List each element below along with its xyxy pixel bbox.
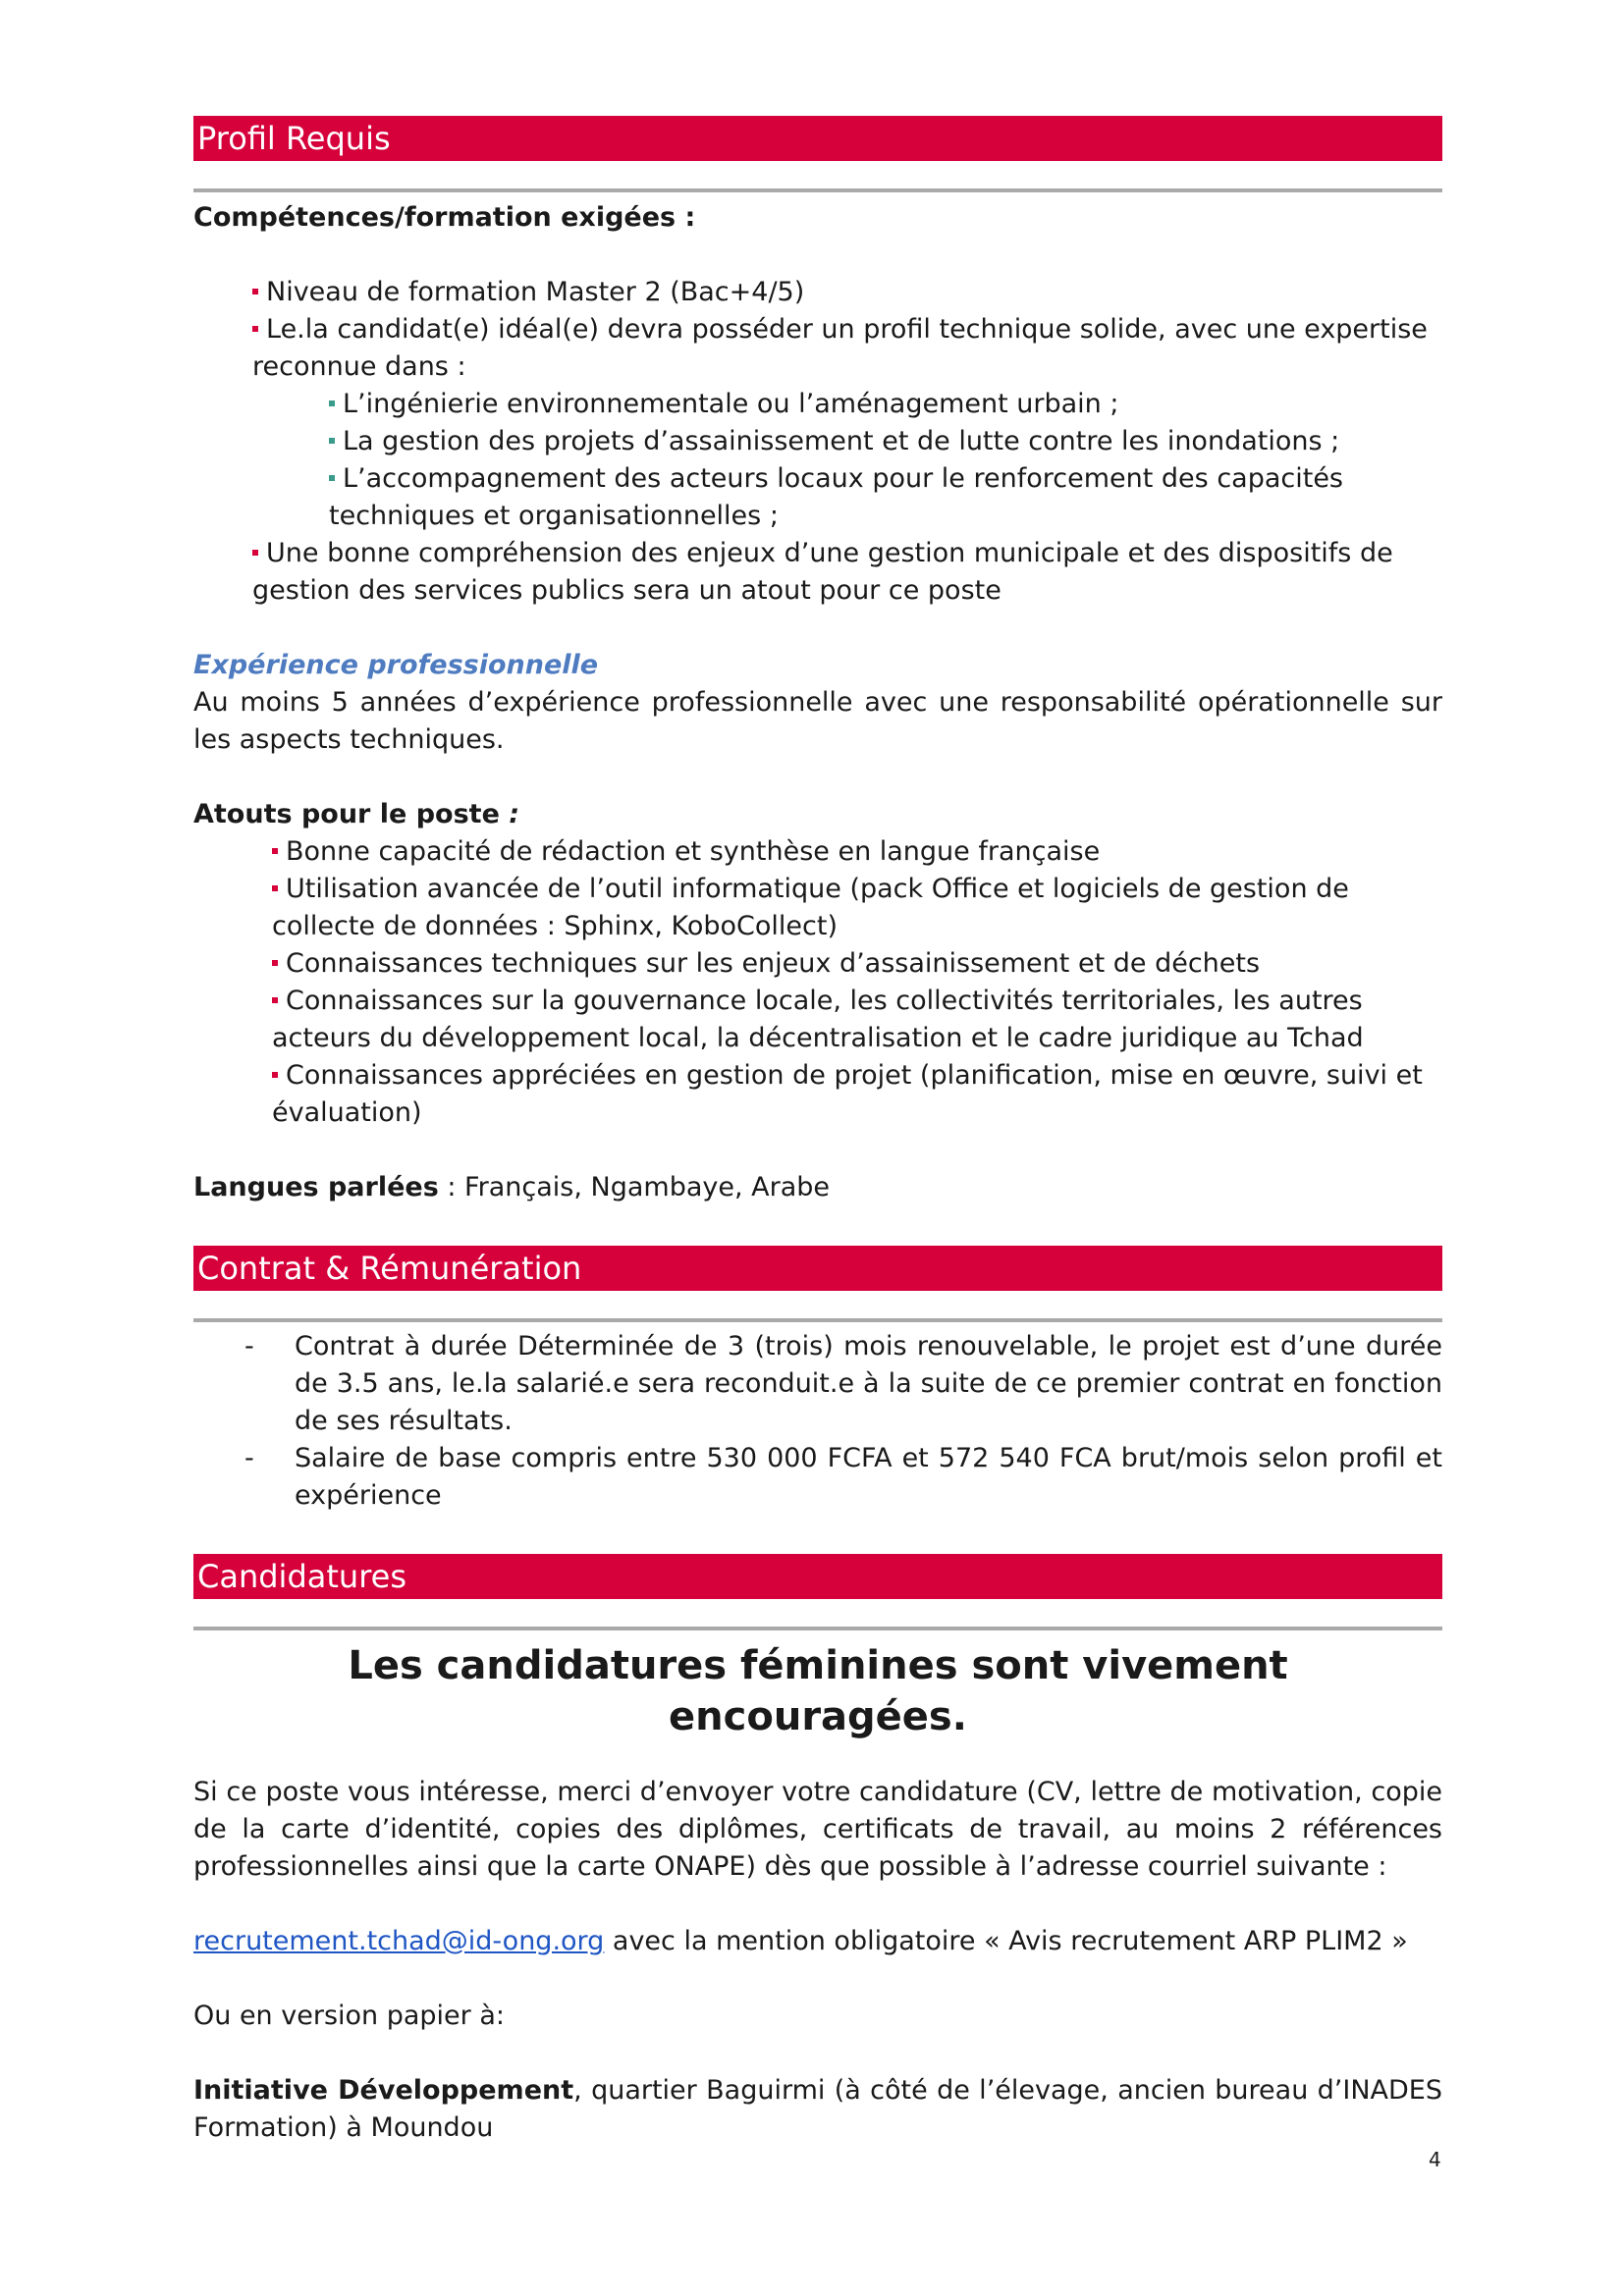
list-item [252, 311, 1442, 386]
list-item [193, 1328, 1442, 1440]
bullet-icon [272, 885, 278, 891]
contrat-list [193, 1328, 1442, 1515]
address-text: , quartier Baguirmi (à côté de l’élevage, ancien bureau d’INADES Formation) à Moundou [193, 2075, 1443, 2143]
list-item-text: Le.la candidat(e) idéal(e) devra posséder un profil technique solide, avec une expertise reconnue dans : [252, 314, 1428, 382]
list-item [272, 871, 1442, 945]
list-item-text: L’accompagnement des acteurs locaux pour le renforcement des capacités techniques et organisationnelles ; [329, 463, 1343, 531]
list-item-text: Une bonne compréhension des enjeux d’une gestion municipale et des dispositifs de gestion des services publics sera un atout pour ce poste [252, 538, 1393, 606]
atouts-list [272, 833, 1442, 1132]
langues-label: Langues parlées [193, 1172, 439, 1202]
email-link[interactable]: recrutement.tchad@id-ong.org [193, 1926, 605, 1956]
experience-heading: Expérience professionnelle [193, 650, 599, 680]
bullet-icon [252, 326, 258, 332]
email-line [193, 1923, 1442, 1960]
list-item-text: Niveau de formation Master 2 (Bac+4/5) [266, 277, 805, 307]
atouts-heading-colon: : [499, 799, 520, 829]
list-item [329, 460, 1442, 535]
list-item-text: Salaire de base compris entre 530 000 FCFA et 572 540 FCA brut/mois selon profil et expérience [295, 1443, 1442, 1511]
list-item-text: L’ingénierie environnementale ou l’aménagement urbain ; [343, 389, 1119, 419]
list-item-text: Connaissances sur la gouvernance locale, les collectivités territoriales, les autres acteurs du développement local, la décentralisation et le cadre juridique au Tchad [272, 986, 1364, 1053]
langues-line [193, 1169, 1442, 1206]
competences-list-continued [252, 535, 1442, 610]
address-paragraph [193, 2072, 1442, 2147]
list-item-text: Connaissances techniques sur les enjeux d’assainissement et de déchets [286, 948, 1261, 979]
page-content [193, 116, 1442, 2147]
list-item [252, 274, 1442, 311]
org-name: Initiative Développement [193, 2075, 574, 2106]
section-header-contrat: Contrat & Rémunération [193, 1246, 1442, 1291]
list-item-text: Utilisation avancée de l’outil informatique (pack Office et logiciels de gestion de collecte de données : Sphinx, KoboCollect) [272, 874, 1349, 941]
list-item [272, 983, 1442, 1057]
competences-heading: Compétences/formation exigées : [193, 202, 696, 233]
list-item [272, 833, 1442, 871]
bullet-icon [252, 289, 258, 294]
langues-value: : Français, Ngambaye, Arabe [438, 1172, 830, 1202]
bullet-icon [272, 1072, 278, 1078]
atouts-heading-text: Atouts pour le poste [193, 799, 500, 829]
bullet-icon [272, 960, 278, 966]
section-rule [193, 188, 1442, 192]
list-item-text: Contrat à durée Déterminée de 3 (trois) mois renouvelable, le projet est d’une durée de 3.5 ans, le.la salarié.e sera reconduit.e à la suite de ce premier contrat en fonction de ses résultats. [295, 1331, 1442, 1436]
bullet-icon [272, 997, 278, 1003]
list-item [272, 945, 1442, 983]
list-item [329, 423, 1442, 460]
experience-text: Au moins 5 années d’expérience professionnelle avec une responsabilité opérationnelle sur les aspects techniques. [193, 687, 1442, 755]
dash-bullet: - [244, 1443, 254, 1473]
section-header-candidatures: Candidatures [193, 1554, 1442, 1599]
bullet-icon [329, 475, 335, 481]
list-item-text: Connaissances appréciées en gestion de projet (planification, mise en œuvre, suivi et évaluation) [272, 1060, 1423, 1128]
atouts-heading [193, 796, 1442, 833]
list-item-text: Bonne capacité de rédaction et synthèse en langue française [286, 836, 1101, 867]
list-item [329, 386, 1442, 423]
bullet-icon [252, 550, 258, 556]
section-rule [193, 1318, 1442, 1322]
email-mention: avec la mention obligatoire « Avis recrutement ARP PLIM2 » [604, 1926, 1408, 1956]
bullet-icon [329, 400, 335, 406]
expertise-sublist [329, 386, 1442, 535]
bullet-icon [329, 438, 335, 444]
competences-list [252, 274, 1442, 386]
candidatures-title: Les candidatures féminines sont vivement encouragées. [348, 1643, 1288, 1739]
list-item [272, 1057, 1442, 1132]
section-header-profil: Profil Requis [193, 116, 1442, 161]
list-item [193, 1440, 1442, 1515]
bullet-icon [272, 848, 278, 854]
dash-bullet: - [244, 1331, 254, 1362]
section-rule [193, 1627, 1442, 1630]
page-number: 4 [1429, 2148, 1441, 2171]
list-item [252, 535, 1442, 610]
candidatures-intro: Si ce poste vous intéresse, merci d’envoyer votre candidature (CV, lettre de motivation, copie de la carte d’identité, copies des diplômes, certificats de travail, au moins 2 références professionnelles ainsi que la carte ONAPE) dès que possible à l’adresse courriel suivante : [193, 1777, 1442, 1882]
list-item-text: La gestion des projets d’assainissement et de lutte contre les inondations ; [343, 426, 1340, 456]
paper-line: Ou en version papier à: [193, 2001, 505, 2031]
